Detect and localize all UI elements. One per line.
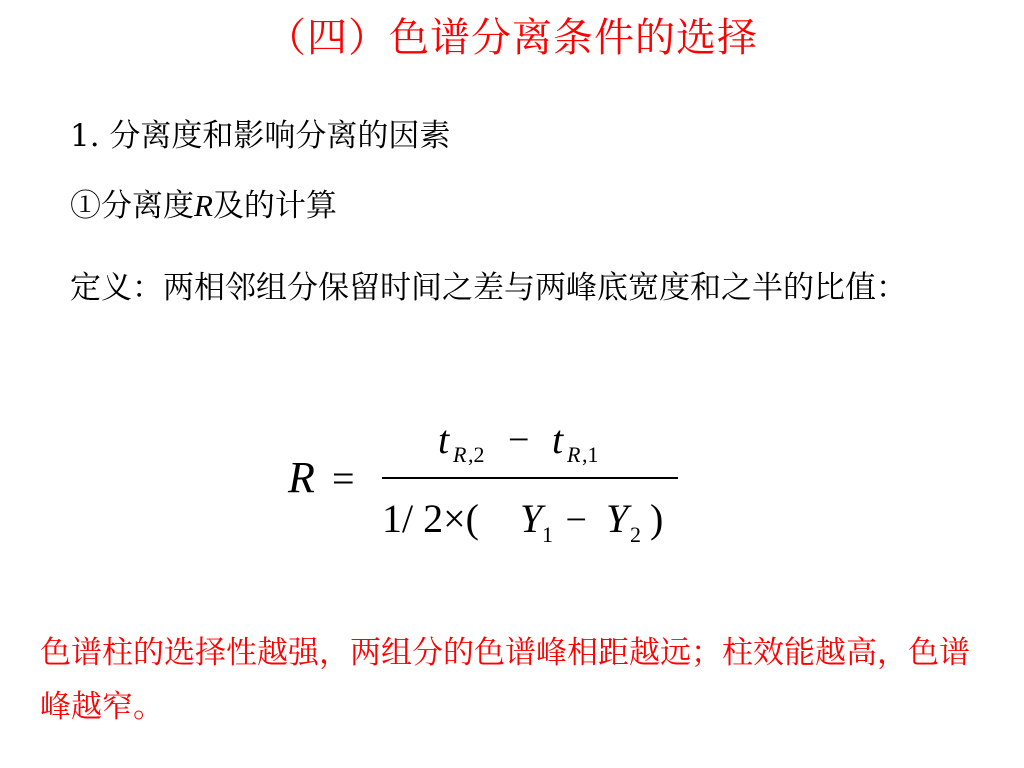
- resolution-formula: [270, 410, 710, 560]
- numerator-t1: t: [438, 417, 450, 462]
- subsection-prefix: ①分离度: [70, 188, 194, 224]
- denominator-close: ): [650, 496, 664, 541]
- subsection-heading: [70, 186, 337, 226]
- formula-equals: =: [332, 456, 355, 501]
- denominator-y1: Y: [520, 496, 543, 541]
- numerator-t2: t: [552, 417, 564, 462]
- denominator-y1-sub: 1: [542, 522, 553, 547]
- section-heading: 1. 分离度和影响分离的因素: [70, 118, 451, 154]
- denominator-lead: 1/ 2×(: [382, 496, 479, 541]
- denominator-y2-sub: 2: [630, 522, 641, 547]
- slide-title: （四）色谱分离条件的选择: [266, 15, 758, 61]
- subsection-suffix: 及的计算: [212, 188, 337, 224]
- highlight-note: 色谱柱的选择性越强，两组分的色谱峰相距越远；柱效能越高，色谱峰越窄。: [40, 635, 970, 725]
- formula-lhs: R: [288, 453, 315, 502]
- subsection-variable: R: [194, 188, 213, 223]
- definition-text: 定义：两相邻组分保留时间之差与两峰底宽度和之半的比值：: [70, 270, 907, 306]
- numerator-minus: −: [508, 419, 530, 461]
- numerator-t2-sub-r: R: [567, 442, 581, 467]
- numerator-t1-sub-index: ,2: [468, 442, 485, 467]
- numerator-t1-sub-r: R: [453, 442, 467, 467]
- denominator-y2: Y: [606, 496, 629, 541]
- numerator-t2-sub-index: ,1: [582, 442, 599, 467]
- denominator-minus: −: [556, 499, 597, 541]
